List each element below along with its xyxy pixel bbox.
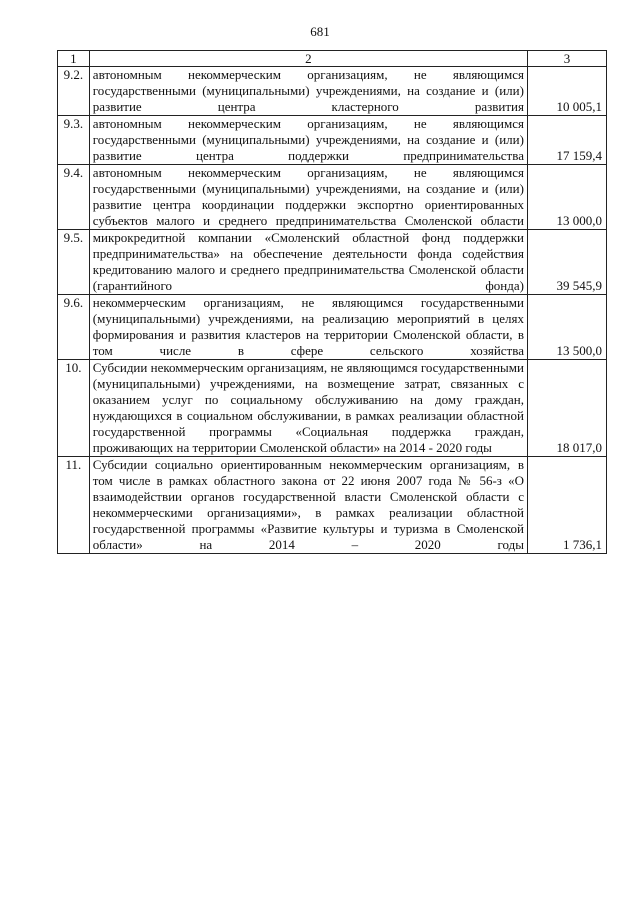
- row-number: 9.6.: [58, 295, 90, 360]
- row-number: 11.: [58, 457, 90, 554]
- header-col-3: 3: [527, 51, 606, 67]
- row-description: автономным некоммерческим организациям, не являющимся государственными (муниципальными) учреждениями, на создание и (или) развитие центра координации поддержки экспортно ориентированных субъектов малого и среднего предпринимательства Смоленской области: [89, 165, 527, 230]
- row-amount: 18 017,0: [527, 360, 606, 457]
- row-amount: 13 000,0: [527, 165, 606, 230]
- row-amount: 13 500,0: [527, 295, 606, 360]
- table-row: [58, 67, 607, 116]
- row-amount: 17 159,4: [527, 116, 606, 165]
- row-number: 9.5.: [58, 230, 90, 295]
- table-row: [58, 165, 607, 230]
- table-row: [58, 230, 607, 295]
- row-number: 10.: [58, 360, 90, 457]
- row-description: микрокредитной компании «Смоленский областной фонд поддержки предпринимательства» на обеспечение деятельности фонда содействия кредитованию малого и среднего предпринимательства Смоленской области (гарантийного фонда): [89, 230, 527, 295]
- header-col-2: 2: [89, 51, 527, 67]
- page-number: 681: [310, 24, 330, 39]
- row-description: автономным некоммерческим организациям, не являющимся государственными (муниципальными) учреждениями, на создание и (или) развитие центра кластерного развития: [89, 67, 527, 116]
- row-amount: 39 545,9: [527, 230, 606, 295]
- row-description: автономным некоммерческим организациям, не являющимся государственными (муниципальными) учреждениями, на создание и (или) развитие центра поддержки предпринимательства: [89, 116, 527, 165]
- table-row: [58, 116, 607, 165]
- row-description: Субсидии некоммерческим организациям, не являющимся государственными (муниципальными) учреждениями, на возмещение затрат, связанных с оказанием услуг по социальному обслуживанию на дому граждан, нуждающихся в социальном обслуживании, в рамках реализации областной государственной программы «Социальная поддержка граждан, проживающих на территории Смоленской области» на 2014 - 2020 годы: [89, 360, 527, 457]
- row-amount: 1 736,1: [527, 457, 606, 554]
- row-number: 9.4.: [58, 165, 90, 230]
- table-row: [58, 360, 607, 457]
- table-row: [58, 457, 607, 554]
- header-col-1: 1: [58, 51, 90, 67]
- row-description: Субсидии социально ориентированным некоммерческим организациям, в том числе в рамках областного закона от 22 июня 2007 года № 56-з «О взаимодействии органов государственной власти Смоленской области с некоммерческими организациями», в рамках реализации областной государственной программы «Развитие культуры и туризма в Смоленской области» на 2014 – 2020 годы: [89, 457, 527, 554]
- appropriations-table: [57, 50, 607, 554]
- row-description: некоммерческим организациям, не являющимся государственными (муниципальными) учреждениями, на реализацию мероприятий в целях формирования и развития кластеров на территории Смоленской области, в том числе в сфере сельского хозяйства: [89, 295, 527, 360]
- row-number: 9.2.: [58, 67, 90, 116]
- row-number: 9.3.: [58, 116, 90, 165]
- table-header-row: [58, 51, 607, 67]
- row-amount: 10 005,1: [527, 67, 606, 116]
- table-row: [58, 295, 607, 360]
